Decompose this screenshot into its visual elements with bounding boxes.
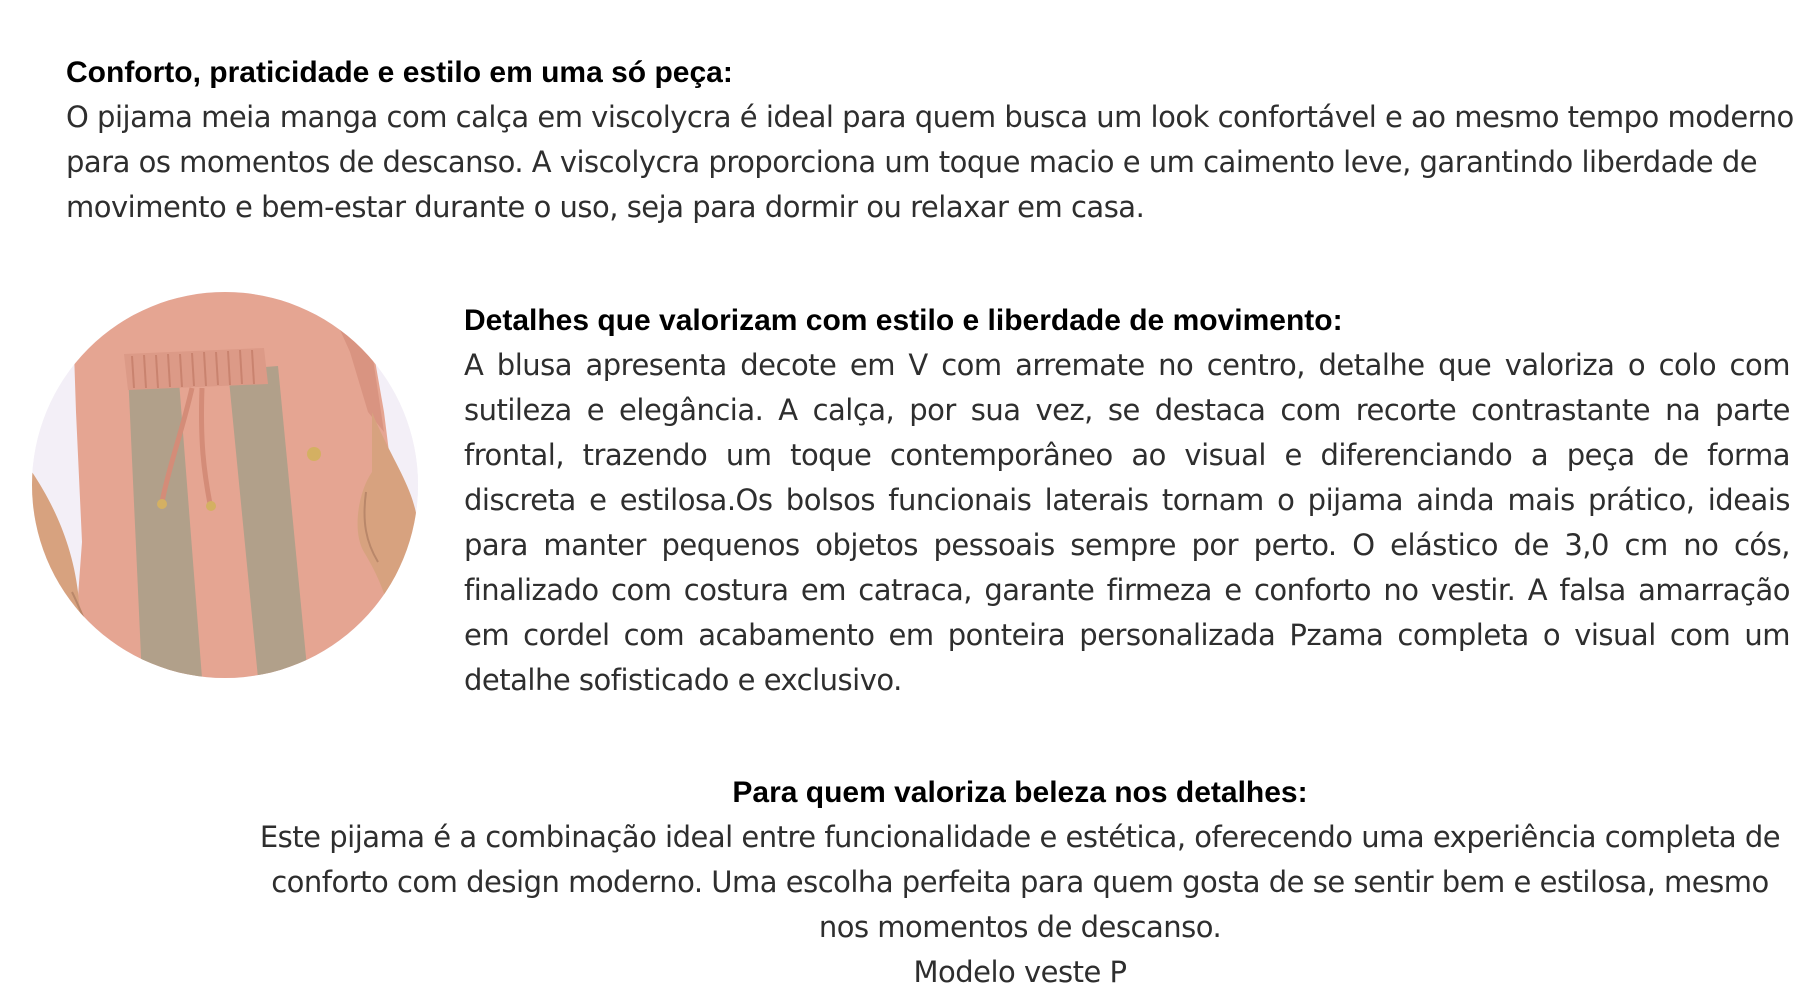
intro-paragraph: O pijama meia manga com calça em viscolycra é ideal para quem busca um look confortável e ao mesmo tempo moderno para os momentos de descanso. A viscolycra proporciona um toque macio e um caimento leve, garantindo liberdade de movimento e bem-estar durante o uso, seja para dormir ou relaxar em casa. (66, 100, 1794, 224)
details-section (464, 298, 1790, 703)
product-detail-photo (32, 292, 418, 678)
beauty-section (250, 770, 1790, 995)
details-heading: Detalhes que valorizam com estilo e liberdade de movimento: (464, 304, 1343, 337)
intro-section (66, 50, 1796, 230)
details-paragraph: A blusa apresenta decote em V com arremate no centro, detalhe que valoriza o colo com sutileza e elegância. A calça, por sua vez, se destaca com recorte contrastante na parte frontal, trazendo um toque contemporâneo ao visual e diferenciando a peça de forma discreta e estilosa.Os bolsos funcionais laterais tornam o pijama ainda mais prático, ideais para manter pequenos objetos pessoais sempre por perto. O elástico de 3,0 cm no cós, finalizado com costura em catraca, garante firmeza e conforto no vestir. A falsa amarração em cordel com acabamento em ponteira personalizada Pzama completa o visual com um detalhe sofisticado e exclusivo. (464, 348, 1790, 697)
beauty-heading: Para quem valoriza beleza nos detalhes: (732, 776, 1308, 809)
intro-heading: Conforto, praticidade e estilo em uma só peça: (66, 56, 733, 89)
beauty-paragraph: Este pijama é a combinação ideal entre funcionalidade e estética, oferecendo uma experiência completa de conforto com design moderno. Uma escolha perfeita para quem gosta de se sentir bem e estilosa, mesmo nos momentos de descanso. (259, 820, 1781, 944)
model-size-note: Modelo veste P (913, 955, 1127, 989)
